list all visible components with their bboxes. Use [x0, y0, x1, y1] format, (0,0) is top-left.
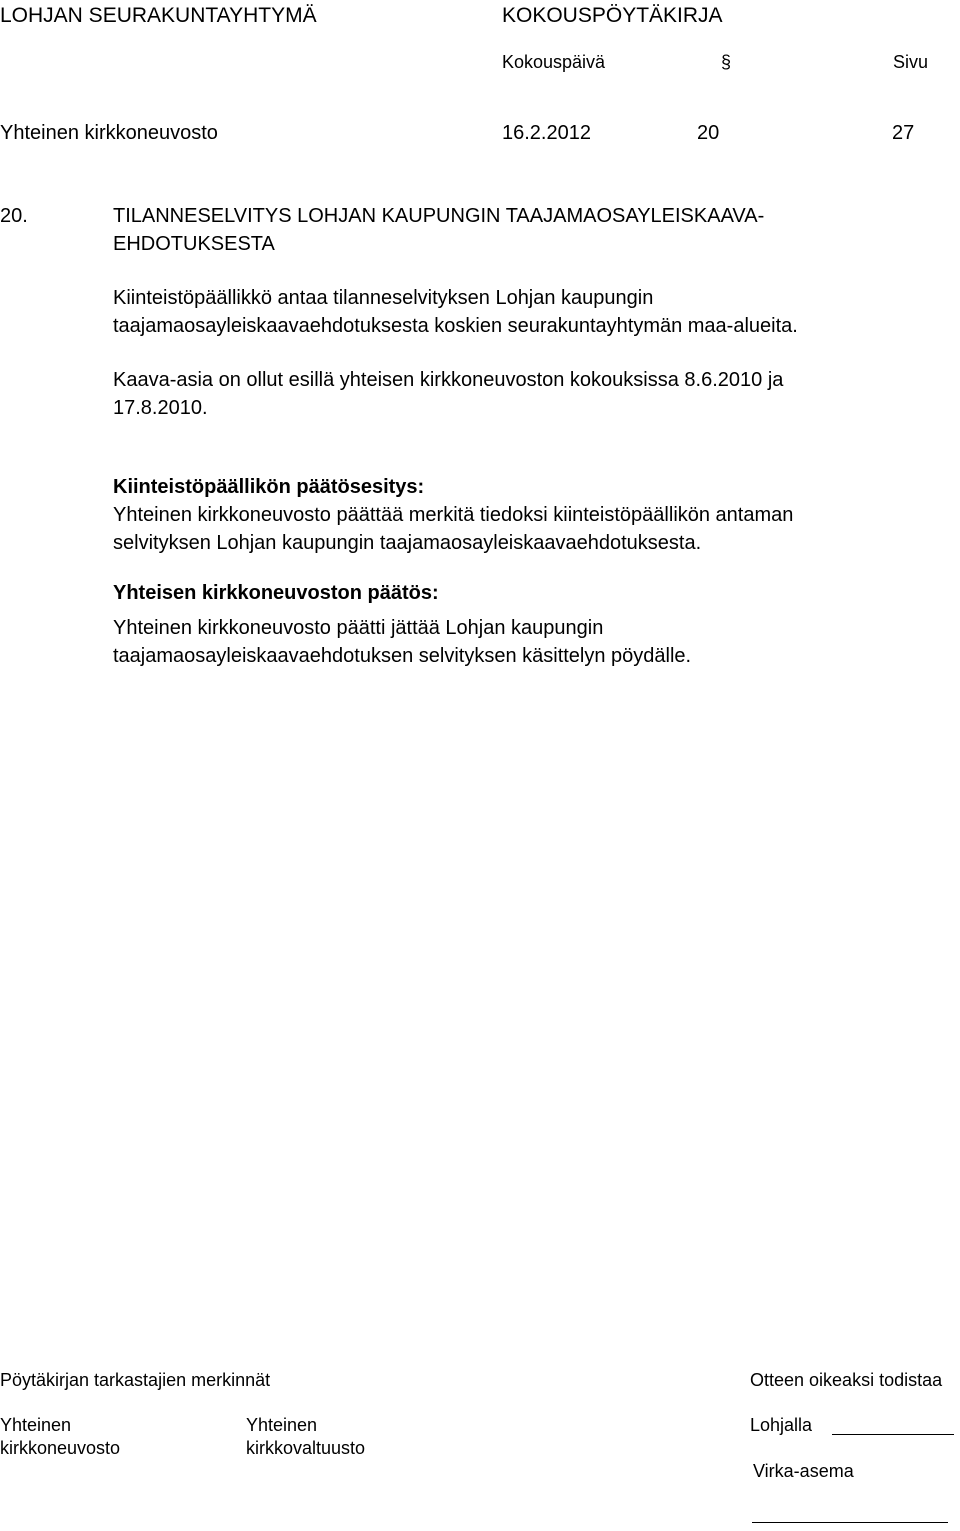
date-label: Kokouspäivä	[502, 52, 606, 72]
decision-heading: Yhteisen kirkkoneuvoston päätös:	[113, 582, 439, 604]
paragraph-2-line-1: Kaava-asia on ollut esillä yhteisen kirkkoneuvoston kokouksissa 8.6.2010 ja	[113, 369, 784, 391]
page-label: Sivu	[893, 52, 929, 72]
paragraph-1-line-1: Kiinteistöpäällikkö antaa tilanneselvityksen Lohjan kaupungin	[113, 287, 654, 309]
reviewer-column-1-line-2: kirkkoneuvosto	[0, 1438, 121, 1458]
reviewer-column-2-line-2: kirkkovaltuusto	[246, 1438, 366, 1458]
certify-label: Otteen oikeaksi todistaa	[750, 1370, 943, 1390]
reviewer-column-1-line-1: Yhteinen	[0, 1415, 72, 1435]
organization-name: LOHJAN SEURAKUNTAYHTYMÄ	[0, 4, 317, 27]
body-name: Yhteinen kirkkoneuvosto	[0, 122, 218, 144]
place-signature-line	[832, 1434, 954, 1435]
paragraph-2-line-2: 17.8.2010.	[113, 397, 208, 419]
proposal-heading: Kiinteistöpäällikön päätösesitys:	[113, 476, 425, 498]
reviewers-label: Pöytäkirjan tarkastajien merkinnät	[0, 1370, 271, 1390]
decision-line-1: Yhteinen kirkkoneuvosto päätti jättää Lohjan kaupungin	[113, 617, 604, 639]
section-symbol: §	[721, 52, 732, 72]
meeting-date: 16.2.2012	[502, 122, 591, 144]
place-label: Lohjalla	[750, 1415, 813, 1435]
item-title-line-2: EHDOTUKSESTA	[113, 233, 275, 255]
document-type: KOKOUSPÖYTÄKIRJA	[502, 4, 723, 27]
page-number: 27	[892, 122, 915, 144]
section-number: 20	[697, 122, 720, 144]
reviewer-column-2-line-1: Yhteinen	[246, 1415, 318, 1435]
item-number: 20.	[0, 205, 28, 227]
proposal-line-1: Yhteinen kirkkoneuvosto päättää merkitä tiedoksi kiinteistöpäällikön antaman	[113, 504, 794, 526]
proposal-line-2: selvityksen Lohjan kaupungin taajamaosayleiskaavaehdotuksesta.	[113, 532, 702, 554]
signature-line	[752, 1522, 948, 1523]
item-title-line-1: TILANNESELVITYS LOHJAN KAUPUNGIN TAAJAMAOSAYLEISKAAVA-	[113, 205, 765, 227]
paragraph-1-line-2: taajamaosayleiskaavaehdotuksesta koskien seurakuntayhtymän maa-alueita.	[113, 315, 798, 337]
position-label: Virka-asema	[753, 1461, 854, 1481]
decision-line-2: taajamaosayleiskaavaehdotuksen selvityksen käsittelyn pöydälle.	[113, 645, 692, 667]
